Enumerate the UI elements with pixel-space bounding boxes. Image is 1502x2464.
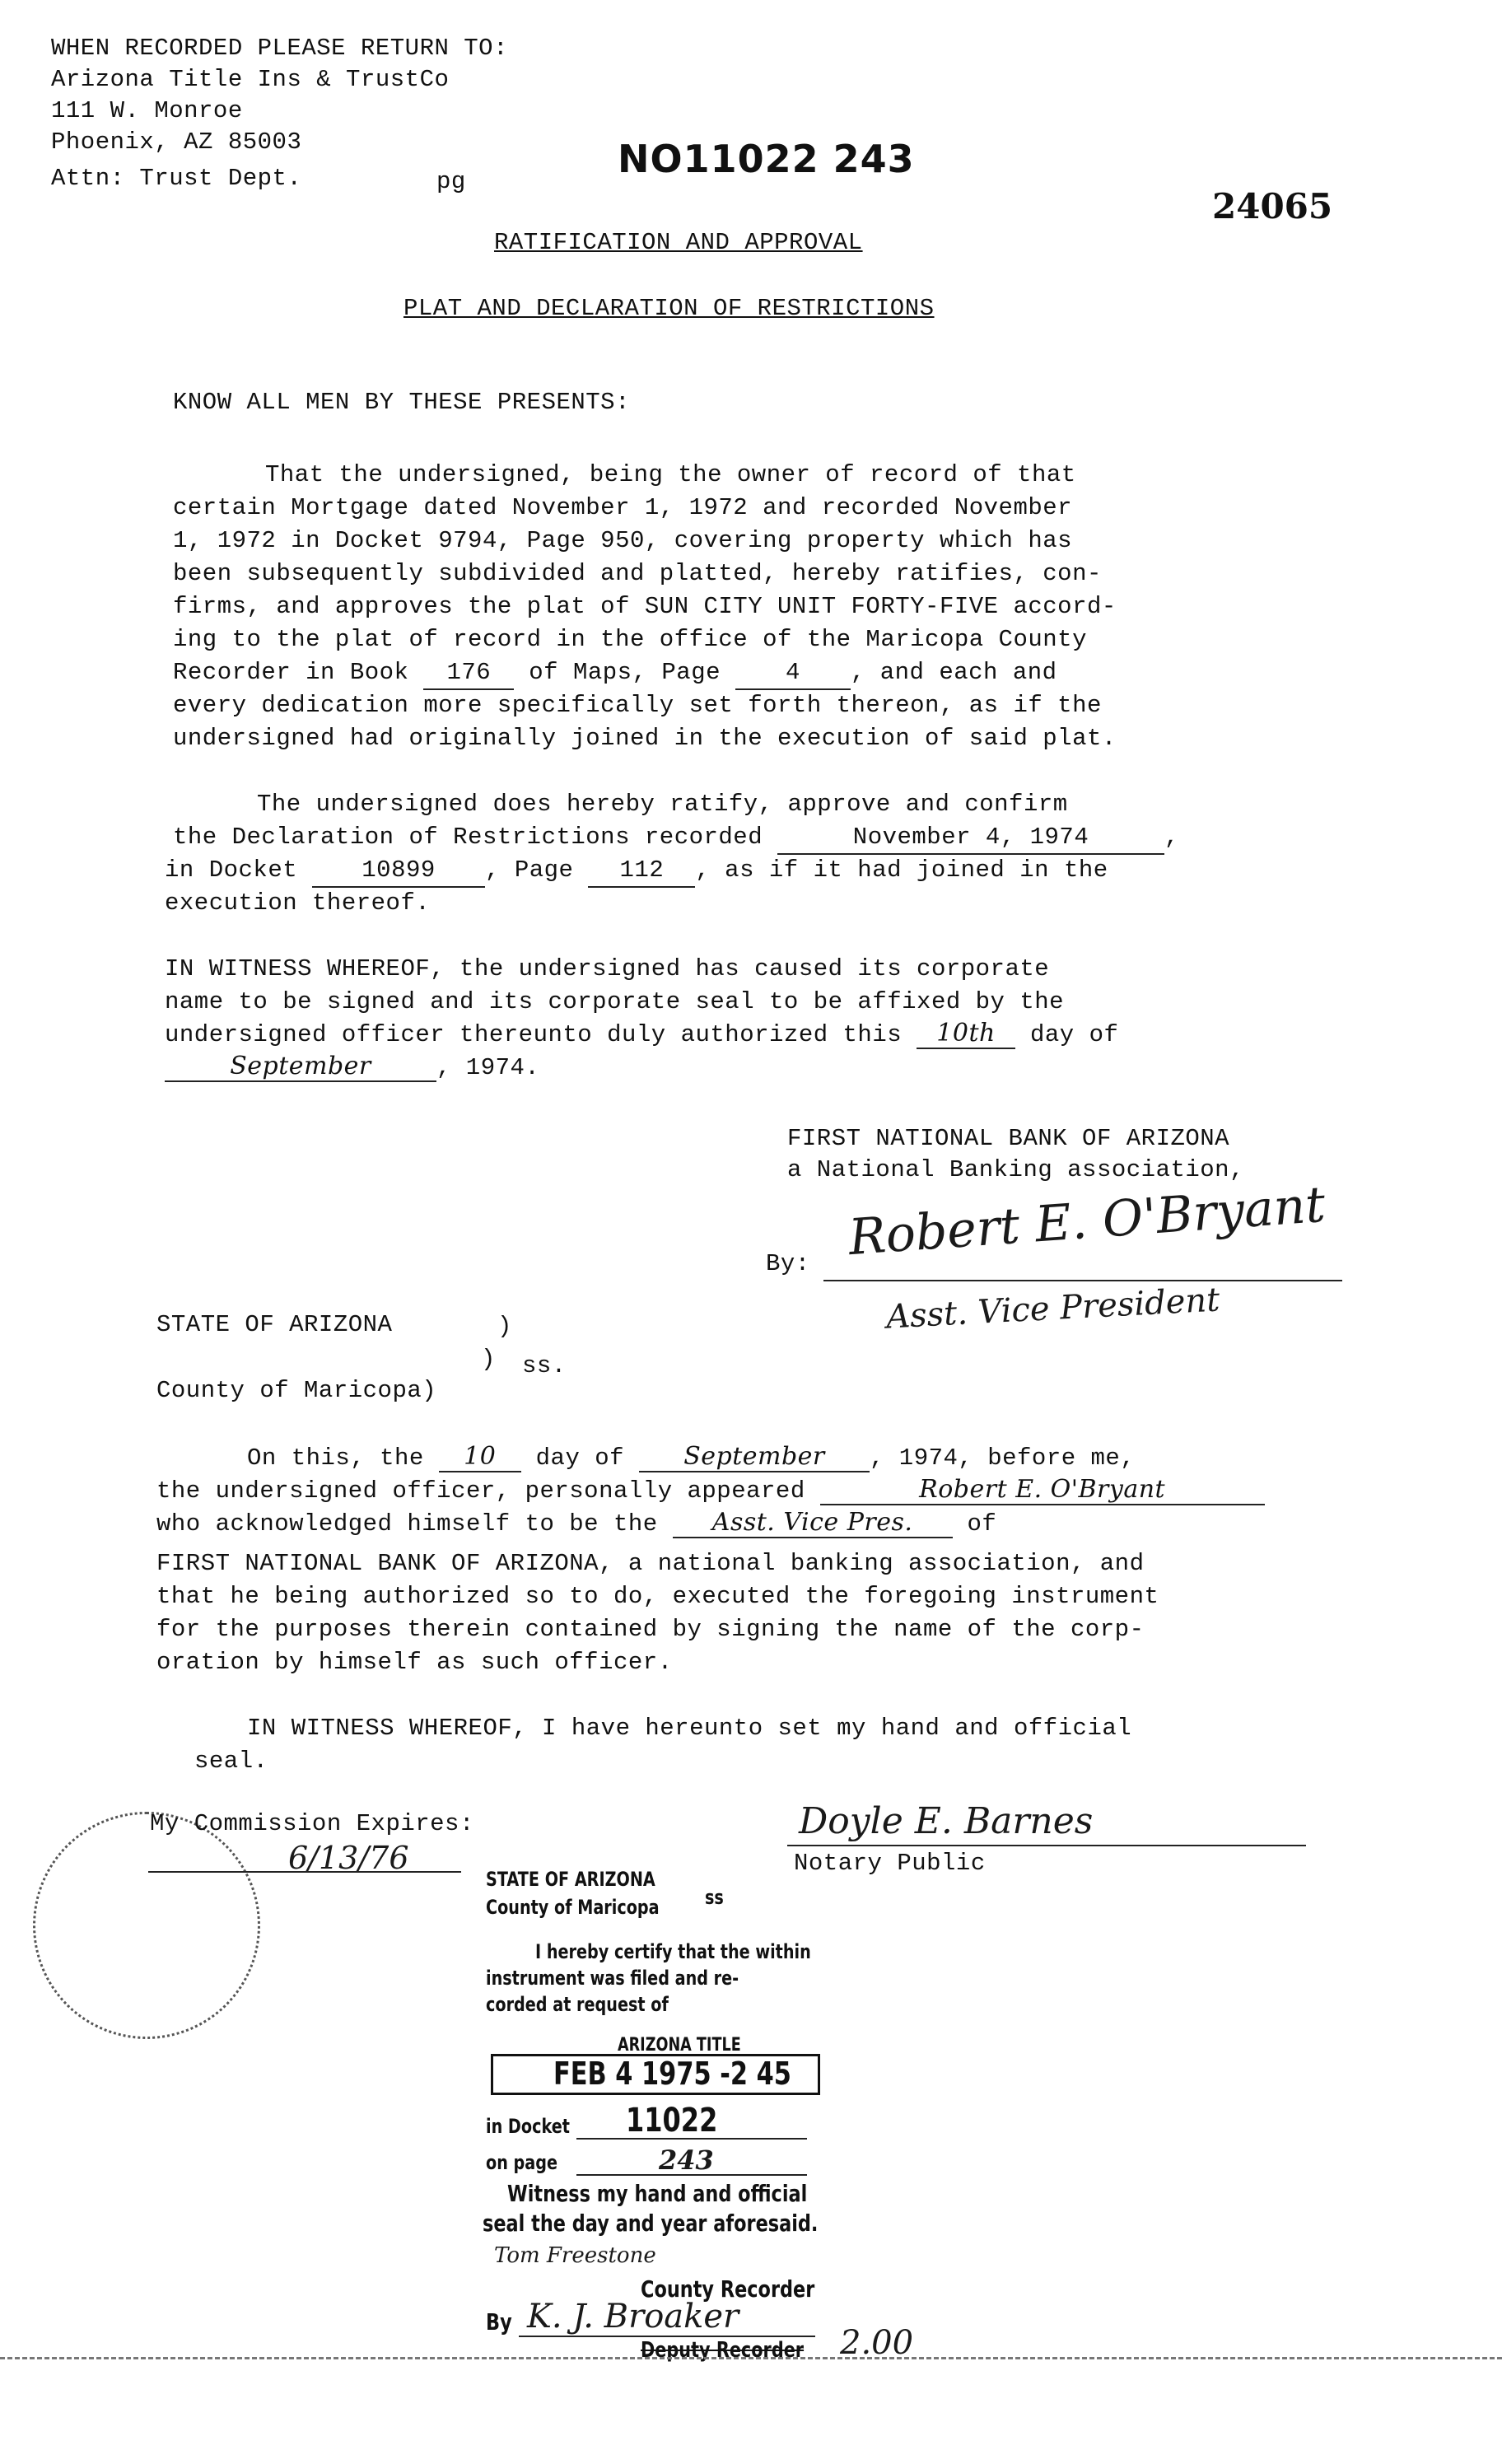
book-number: 176 xyxy=(423,657,514,690)
ack-line: that he being authorized so to do, executed the foregoing instrument xyxy=(156,1583,1159,1610)
recorder-title: County Recorder xyxy=(641,2275,815,2303)
notary-public-label: Notary Public xyxy=(794,1850,986,1877)
p1-line: been subsequently subdivided and platted, hereby ratifies, con- xyxy=(173,560,1102,587)
p2-line2: the Declaration of Restrictions recorded November 4, 1974 , xyxy=(173,822,1179,855)
ack-witness: IN WITNESS WHEREOF, I have hereunto set my hand and official xyxy=(247,1715,1132,1742)
deputy-signature: K. J. Broaker xyxy=(527,2298,739,2336)
declaration-date: November 4, 1974 xyxy=(777,822,1164,855)
ack-line: FIRST NATIONAL BANK OF ARIZONA, a national banking association, and xyxy=(156,1550,1145,1577)
p2-line1: The undersigned does hereby ratify, approve and confirm xyxy=(257,791,1068,818)
ack-day: 10 xyxy=(439,1443,521,1472)
recorder-cert: instrument was filed and re- xyxy=(486,1967,739,1990)
p2-line2-pre: the Declaration of Restrictions recorded xyxy=(173,824,763,851)
venue-state: STATE OF ARIZONA xyxy=(156,1311,393,1338)
ack-line1 xyxy=(247,1443,1135,1474)
p2-line3-mid: , Page xyxy=(485,856,574,884)
p1-line: ing to the plat of record in the office of the Maricopa County xyxy=(173,626,1087,653)
declaration-page: 112 xyxy=(588,855,695,888)
deputy-line xyxy=(519,2336,815,2337)
venue-paren: ) xyxy=(481,1346,496,1373)
witness-day: 10th xyxy=(917,1020,1015,1049)
recorder-cert: I hereby certify that the within xyxy=(535,1940,811,1963)
return-company: Arizona Title Ins & TrustCo xyxy=(51,66,450,93)
p1-line: undersigned had originally joined in the execution of said plat. xyxy=(173,725,1117,752)
ack-line: oration by himself as such officer. xyxy=(156,1649,673,1676)
recorded-page: 243 xyxy=(659,2144,714,2176)
ack-line1-mid: day of xyxy=(535,1444,625,1472)
title-plat-declaration: PLAT AND DECLARATION OF RESTRICTIONS xyxy=(403,295,935,322)
officer-title-handwritten: Asst. Vice President xyxy=(885,1281,1221,1337)
recording-fee: 2.00 xyxy=(840,2324,914,2362)
notary-signature-line xyxy=(787,1845,1306,1846)
docket-label: in Docket xyxy=(486,2115,570,2138)
ack-officer-title: Asst. Vice Pres. xyxy=(673,1509,953,1538)
page-line xyxy=(576,2174,807,2176)
witness-year: , 1974. xyxy=(436,1054,540,1081)
title-ratification: RATIFICATION AND APPROVAL xyxy=(494,229,863,256)
p3-line3 xyxy=(165,1020,1118,1051)
venue-paren: ) xyxy=(497,1313,512,1340)
bank-description: a National Banking association, xyxy=(787,1156,1244,1183)
docket-line xyxy=(576,2138,807,2140)
commission-expiry-date: 6/13/76 xyxy=(288,1840,409,1876)
p1-line: That the undersigned, being the owner of record of that xyxy=(265,461,1076,488)
recorder-county: County of Maricopa xyxy=(486,1896,660,1919)
ack-witness-seal: seal. xyxy=(194,1748,268,1775)
venue-county: County of Maricopa) xyxy=(156,1377,437,1404)
ack-line2 xyxy=(156,1476,1265,1507)
p3-line: name to be signed and its corporate seal to be affixed by the xyxy=(165,988,1065,1015)
recorder-requester: ARIZONA TITLE xyxy=(618,2035,741,2056)
witness-month: September xyxy=(165,1052,436,1082)
return-city: Phoenix, AZ 85003 xyxy=(51,128,302,156)
commission-line xyxy=(148,1871,461,1873)
recorder-name: Tom Freestone xyxy=(494,2243,656,2268)
bank-name: FIRST NATIONAL BANK OF ARIZONA xyxy=(787,1125,1230,1152)
notary-seal xyxy=(33,1812,260,2039)
stamp-number: NO11022 243 xyxy=(618,137,915,181)
return-attn: Attn: Trust Dept. xyxy=(51,165,302,192)
recorded-docket: 11022 xyxy=(626,2102,718,2140)
recorder-state: STATE OF ARIZONA xyxy=(486,1868,655,1891)
p3-line4 xyxy=(165,1052,539,1084)
p1-book-post: , and each and xyxy=(850,659,1057,686)
commission-expires-label: My Commission Expires: xyxy=(150,1810,474,1837)
venue-ss: ss. xyxy=(522,1352,567,1379)
ack-line3 xyxy=(156,1509,996,1540)
declaration-docket: 10899 xyxy=(312,855,485,888)
ack-line1-pre: On this, the xyxy=(247,1444,424,1472)
signature-line xyxy=(823,1280,1342,1281)
by-label: By: xyxy=(766,1250,810,1277)
p3-line3-pre: undersigned officer thereunto duly authorized this xyxy=(165,1021,903,1048)
page-label: on page xyxy=(486,2151,558,2174)
recording-date: FEB 4 1975 -2 45 xyxy=(553,2056,791,2092)
p1-line: firms, and approves the plat of SUN CITY UNIT FORTY-FIVE accord- xyxy=(173,593,1117,620)
ack-line3-post: of xyxy=(967,1510,997,1538)
p1-book-pre: Recorder in Book xyxy=(173,659,409,686)
p1-line: certain Mortgage dated November 1, 1972 and recorded November xyxy=(173,494,1073,521)
recorder-by-label: By xyxy=(486,2308,512,2336)
p2-line4: execution thereof. xyxy=(165,889,431,917)
ack-month: September xyxy=(639,1443,870,1472)
recorder-witness: seal the day and year aforesaid. xyxy=(483,2210,819,2237)
p1-line: 1, 1972 in Docket 9794, Page 950, covering property which has xyxy=(173,527,1073,554)
maps-page-number: 4 xyxy=(735,657,851,690)
ack-line: for the purposes therein contained by signing the name of the corp- xyxy=(156,1616,1145,1643)
return-to-label: WHEN RECORDED PLEASE RETURN TO: xyxy=(51,35,508,62)
pg-label: pg xyxy=(436,168,466,195)
recorder-witness: Witness my hand and official xyxy=(507,2180,808,2207)
p1-book-line xyxy=(173,657,1057,690)
ack-line3-pre: who acknowledged himself to be the xyxy=(156,1510,658,1538)
scan-edge xyxy=(0,2357,1502,2359)
p3-line3-post: day of xyxy=(1029,1021,1119,1048)
document-number: 24065 xyxy=(1212,186,1333,226)
notary-signature: Doyle E. Barnes xyxy=(799,1800,1094,1842)
deputy-recorder-label: Deputy Recorder xyxy=(641,2338,805,2363)
p3-line: IN WITNESS WHEREOF, the undersigned has caused its corporate xyxy=(165,955,1050,982)
p1-line: every dedication more specifically set forth thereon, as if the xyxy=(173,692,1102,719)
recorder-ss: ss xyxy=(705,1886,724,1909)
return-street: 111 W. Monroe xyxy=(51,97,243,124)
opening-line: KNOW ALL MEN BY THESE PRESENTS: xyxy=(173,389,630,416)
officer-signature: Robert E. O'Bryant xyxy=(847,1175,1327,1267)
p2-line3 xyxy=(165,855,1108,888)
recorder-cert: corded at request of xyxy=(486,1993,669,2016)
p1-book-mid: of Maps, Page xyxy=(529,659,721,686)
ack-line2-pre: the undersigned officer, personally appeared xyxy=(156,1477,805,1505)
p2-line3-pre: in Docket xyxy=(165,856,298,884)
ack-appeared-name: Robert E. O'Bryant xyxy=(820,1476,1265,1505)
p2-line3-post: , as if it had joined in the xyxy=(695,856,1108,884)
ack-line1-post: , 1974, before me, xyxy=(869,1444,1136,1472)
